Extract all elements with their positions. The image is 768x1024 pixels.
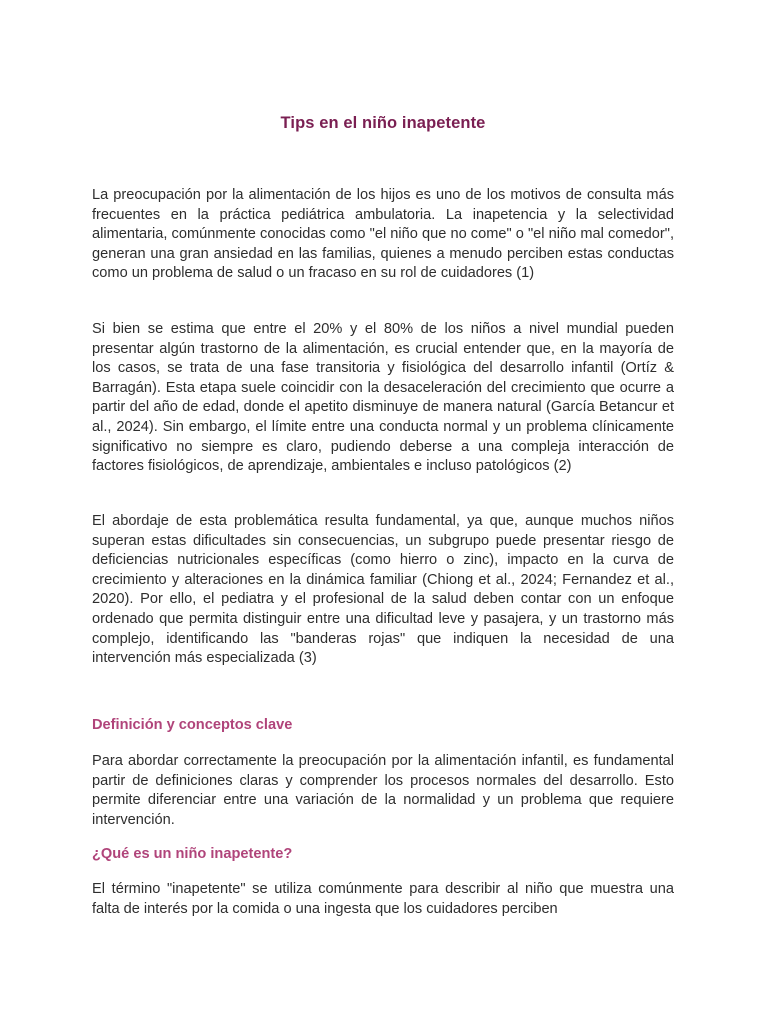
document-title: Tips en el niño inapetente bbox=[280, 114, 486, 132]
prevalence-paragraph: Si bien se estima que entre el 20% y el 80% de los niños a nivel mundial pueden presentar algún trastorno de la alimentación, es crucial entender que, en la mayoría de los casos, se trata de una fase transitoria y fisiológica del desarrollo infantil (Ortíz & Barragán). Esta etapa suele coincidir con la desaceleración del crecimiento que ocurre a partir del año de edad, donde el apetito disminuye de manera natural (García Betancur et al., 2024). Sin embargo, el límite entre una conducta normal y un problema clínicamente significativo no siempre es claro, pudiendo deberse a una compleja interacción de factores fisiológicos, de aprendizaje, ambientales e incluso patológicos (2) bbox=[92, 321, 674, 475]
subsection-paragraph: El término "inapetente" se utiliza comúnmente para describir al niño que muestra una falta de interés por la comida o una ingesta que los cuidadores perciben bbox=[92, 881, 674, 917]
approach-paragraph: El abordaje de esta problemática resulta fundamental, ya que, aunque muchos niños superan estas dificultades sin consecuencias, un subgrupo puede presentar riesgo de deficiencias nutricionales específicas (como hierro o zinc), impacto en la curva de crecimiento y alteraciones en la dinámica familiar (Chiong et al., 2024; Fernandez et al., 2020). Por ello, el pediatra y el profesional de la salud deben contar con un enfoque ordenado que permita distinguir entre una dificultad leve y pasajera, y un trastorno más complejo, identificando las "banderas rojas" que indiquen la necesidad de una intervención más especializada (3) bbox=[92, 513, 674, 667]
intro-paragraph: La preocupación por la alimentación de los hijos es uno de los motivos de consulta más frecuentes en la práctica pediátrica ambulatoria. La inapetencia y la selectividad alimentaria, comúnmente conocidas como "el niño que no come" o "el niño mal comedor", generan una gran ansiedad en las familias, quienes a menudo perciben estas conductas como un problema de salud o un fracaso en su rol de cuidadores (1) bbox=[92, 187, 674, 282]
section-heading: Definición y conceptos clave bbox=[92, 717, 293, 733]
section-paragraph: Para abordar correctamente la preocupación por la alimentación infantil, es fundamental partir de definiciones claras y comprender los procesos normales del desarrollo. Esto permite diferenciar entre una variación de la normalidad y un problema que requiere intervención. bbox=[92, 753, 674, 828]
subsection-heading: ¿Qué es un niño inapetente? bbox=[92, 846, 293, 862]
